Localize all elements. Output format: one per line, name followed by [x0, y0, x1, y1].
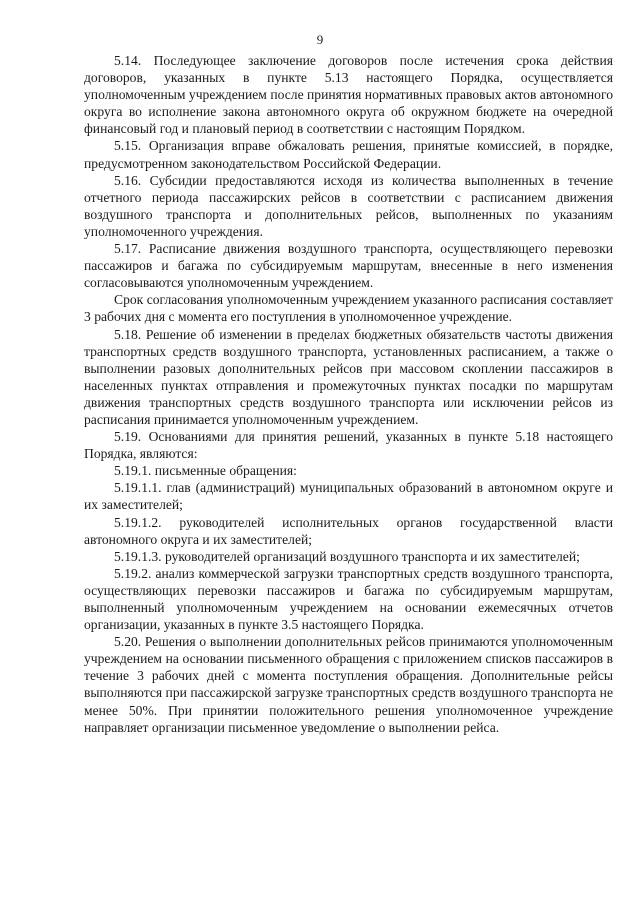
paragraph-5-20: 5.20. Решения о выполнении дополнительных рейсов принимаются уполномоченным учреждением на основании письменного обращения с приложением списков пассажиров в течение 3 рабочих дней с момента поступления обращения. Дополнительные рейсы выполняются при пассажирской загрузке транспортных средств воздушного транспорта не менее 50%. При принятии положительного решения уполномоченное учреждение направляет организации письменное уведомление о выполнении рейса. — [84, 634, 613, 735]
paragraph-5-18: 5.18. Решение об изменении в пределах бюджетных обязательств частоты движения транспортных средств воздушного транспорта, установленных расписанием, а также о выполнении разовых дополнительных рейсов при массовом скоплении пассажиров в населенных пунктах отправления и промежуточных пунктах посадки по маршрутам движения транспортных средств воздушного транспорта или исключении рейсов из расписания принимается уполномоченным учреждением. — [84, 326, 613, 427]
paragraph-5-19-1-3: 5.19.1.3. руководителей организаций воздушного транспорта и их заместителей; — [114, 548, 580, 564]
paragraph-5-19: 5.19. Основаниями для принятия решений, указанных в пункте 5.18 настоящего Порядка, являются: — [84, 429, 613, 462]
paragraph-5-16: 5.16. Субсидии предоставляются исходя из количества выполненных в течение отчетного периода пассажирских рейсов в соответствии с расписанием движения воздушного транспорта и дополнительных рейсов, выполненных по указаниям уполномоченного учреждения. — [84, 172, 613, 239]
document-body — [84, 52, 613, 736]
paragraph-5-19-2: 5.19.2. анализ коммерческой загрузки транспортных средств воздушного транспорта, осуществляющих перевозки пассажиров и багажа по субсидируемым маршрутам, выполненный уполномоченным учреждением на основании ежемесячных отчетов организации, указанных в пункте 3.5 настоящего Порядка. — [84, 565, 613, 633]
paragraph-5-14: 5.14. Последующее заключение договоров после истечения срока действия договоров, указанных в пункте 5.13 настоящего Порядка, осуществляется уполномоченным учреждением после принятия нормативных правовых актов автономного округа во исполнение закона автономного округа об окружном бюджете на очередной финансовый год и плановый период в соответствии с настоящим Порядком. — [84, 53, 613, 137]
paragraph-5-19-1-1: 5.19.1.1. глав (администраций) муниципальных образований в автономном округе и их заместителей; — [84, 480, 613, 513]
paragraph-5-19-1-2: 5.19.1.2. руководителей исполнительных органов государственной власти автономного округа и их заместителей; — [84, 514, 613, 547]
paragraph-5-15: 5.15. Организация вправе обжаловать решения, принятые комиссией, в порядке, предусмотренном законодательством Российской Федерации. — [84, 138, 613, 171]
paragraph-5-19-1: 5.19.1. письменные обращения: — [114, 463, 297, 479]
page-number: 9 — [316, 32, 324, 47]
paragraph-5-17-term: Срок согласования уполномоченным учреждением указанного расписания составляет 3 рабочих дня с момента его поступления в уполномоченное учреждение. — [84, 292, 613, 325]
paragraph-5-17: 5.17. Расписание движения воздушного транспорта, осуществляющего перевозки пассажиров и багажа по субсидируемым маршрутам, внесенные в него изменения согласовываются уполномоченным учреждением. — [84, 241, 613, 291]
